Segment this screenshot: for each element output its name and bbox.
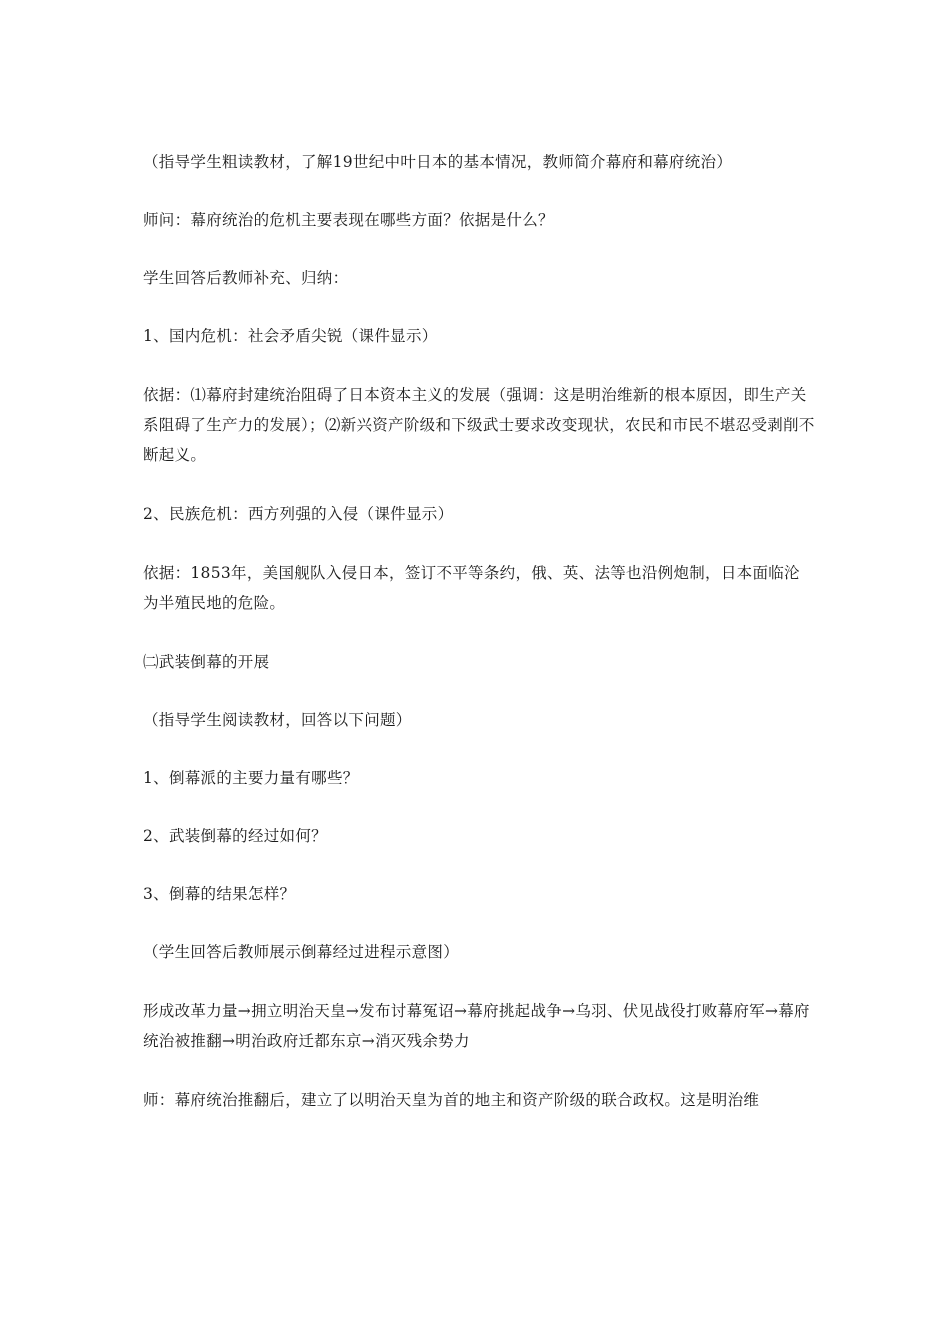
- question-1: 1、倒幕派的主要力量有哪些？: [143, 769, 359, 787]
- domestic-crisis-basis: 依据：⑴幕府封建统治阻碍了日本资本主义的发展（强调：这是明治维新的根本原因，即生产关系阻碍了生产力的发展）；⑵新兴资产阶级和下级武士要求改变现状，农民和市民不堪忍受剥削不断起义。: [143, 386, 815, 464]
- national-crisis-basis: 依据：1853年，美国舰队入侵日本，签订不平等条约，俄、英、法等也沿例炮制，日本面临沦为半殖民地的危险。: [143, 564, 800, 612]
- question-2: 2、武装倒幕的经过如何？: [143, 827, 327, 845]
- reading-instruction: （指导学生阅读教材，回答以下问题）: [143, 711, 412, 729]
- document-body: [143, 148, 815, 1144]
- section-heading-armed-overthrow: ㈡武装倒幕的开展: [143, 653, 270, 671]
- teacher-conclusion: 师：幕府统治推翻后，建立了以明治天皇为首的地主和资产阶级的联合政权。这是明治维: [143, 1091, 760, 1109]
- teacher-question: 师问：幕府统治的危机主要表现在哪些方面？依据是什么？: [143, 211, 554, 229]
- domestic-crisis-heading: 1、国内危机：社会矛盾尖锐（课件显示）: [143, 327, 438, 345]
- intro-instruction: （指导学生粗读教材，了解19世纪中叶日本的基本情况，教师简介幕府和幕府统治）: [143, 153, 733, 171]
- process-flow: 形成改革力量→拥立明治天皇→发布讨幕冤诏→幕府挑起战争→乌羽、伏见战役打败幕府军→幕府统治被推翻→明治政府迁都东京→消灭残余势力: [143, 1002, 810, 1050]
- national-crisis-heading: 2、民族危机：西方列强的入侵（课件显示）: [143, 505, 454, 523]
- summary-lead: 学生回答后教师补充、归纳：: [143, 269, 349, 287]
- diagram-instruction: （学生回答后教师展示倒幕经过进程示意图）: [143, 943, 460, 961]
- question-3: 3、倒幕的结果怎样？: [143, 885, 296, 903]
